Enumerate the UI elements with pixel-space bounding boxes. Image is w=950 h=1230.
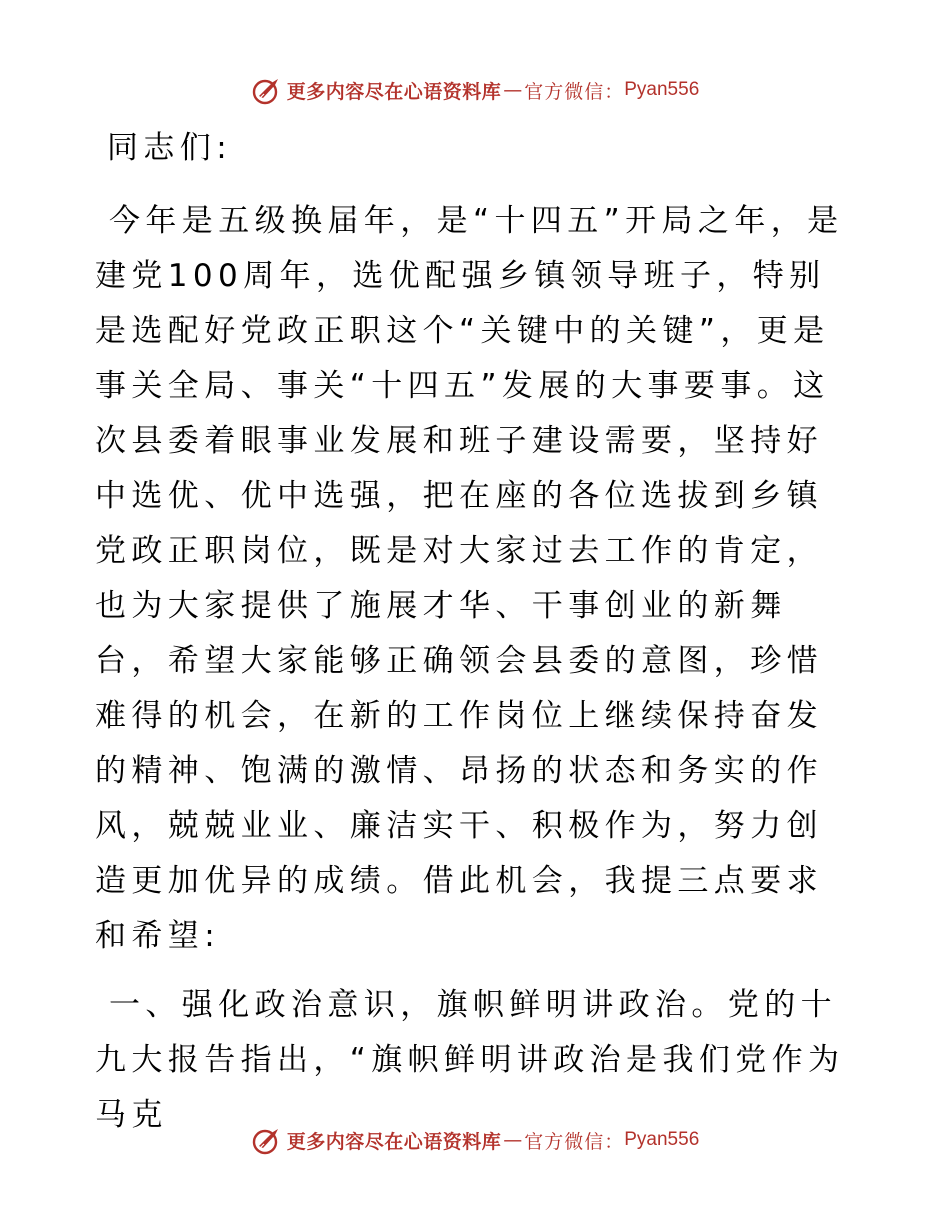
paragraph-intro: 今年是五级换届年，是“十四五”开局之年，是建党100周年，选优配强乡镇领导班子，特别是选配好党政正职这个“关键中的关键”，更是事关全局、事关“十四五”发展的大事要事。这次县委着眼事业发展和班子建设需要，坚持好中选优、优中选强，把在座的各位选拔到乡镇党政正职岗位，既是对大家过去工作的肯定，也为大家提供了施展才华、干事创业的新舞台，希望大家能够正确领会县委的意图，珍惜难得的机会，在新的工作岗位上继续保持奋发的精神、饱满的激情、昂扬的状态和务实的作风，兢兢业业、廉洁实干、积极作为，努力创造更加优异的成绩。借此机会，我提三点要求和希望: bbox=[95, 203, 844, 954]
footer-wechat-label: 官方微信： bbox=[524, 1130, 625, 1153]
footer-wechat-id: Pyan556 bbox=[624, 1129, 700, 1150]
paragraph-section-one: 一、强化政治意识，旗帜鲜明讲政治。党的十九大报告指出，“旗帜鲜明讲政治是我们党作为马克 bbox=[95, 987, 845, 1133]
header-wechat-label: 官方微信： bbox=[524, 80, 625, 103]
header-wechat-id: Pyan556 bbox=[624, 79, 700, 100]
footer-dash: — bbox=[503, 1129, 523, 1151]
salutation: 同志们: bbox=[107, 130, 233, 166]
quill-logo-icon bbox=[251, 1124, 283, 1156]
header-dash: — bbox=[503, 79, 523, 101]
header-watermark bbox=[0, 70, 950, 110]
document-body bbox=[95, 118, 855, 1143]
header-slogan: 更多内容尽在心语资料库 bbox=[286, 80, 502, 103]
footer-slogan: 更多内容尽在心语资料库 bbox=[286, 1130, 502, 1153]
quill-logo-icon bbox=[251, 74, 283, 106]
footer-watermark bbox=[0, 1120, 950, 1160]
